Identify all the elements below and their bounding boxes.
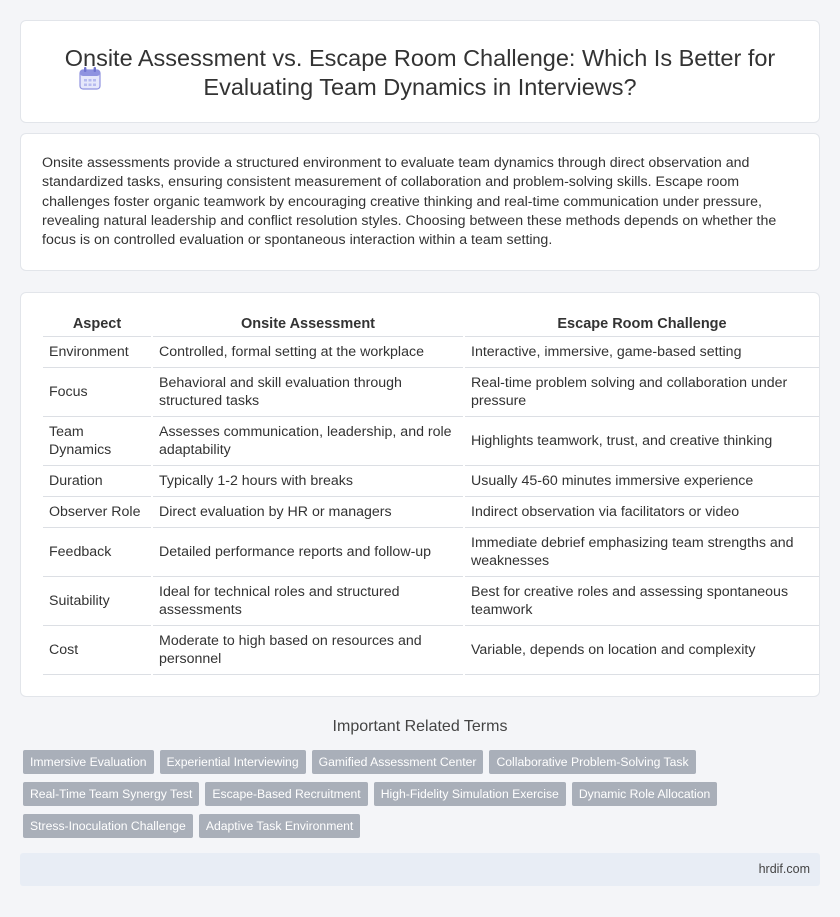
escape-room-cell: Variable, depends on location and complexity bbox=[464, 625, 819, 674]
related-term-tag[interactable]: High-Fidelity Simulation Exercise bbox=[374, 782, 566, 806]
aspect-cell: Cost bbox=[43, 625, 152, 674]
comparison-card bbox=[20, 292, 820, 697]
related-terms-heading: Important Related Terms bbox=[332, 718, 508, 735]
footer-site-link[interactable]: hrdif.com bbox=[758, 862, 810, 876]
escape-room-cell: Indirect observation via facilitators or video bbox=[464, 496, 819, 527]
onsite-cell: Direct evaluation by HR or managers bbox=[152, 496, 464, 527]
onsite-cell: Behavioral and skill evaluation through structured tasks bbox=[152, 367, 464, 416]
related-term-tag[interactable]: Experiential Interviewing bbox=[160, 750, 306, 774]
related-term-tag[interactable]: Stress-Inoculation Challenge bbox=[23, 814, 193, 838]
escape-room-cell: Interactive, immersive, game-based setting bbox=[464, 336, 819, 367]
aspect-cell: Environment bbox=[43, 336, 152, 367]
aspect-cell: Observer Role bbox=[43, 496, 152, 527]
onsite-cell: Controlled, formal setting at the workplace bbox=[152, 336, 464, 367]
onsite-cell: Assesses communication, leadership, and role adaptability bbox=[152, 416, 464, 465]
escape-room-cell: Immediate debrief emphasizing team strengths and weaknesses bbox=[464, 527, 819, 576]
footer bbox=[20, 853, 820, 886]
table-row bbox=[43, 416, 819, 465]
aspect-cell: Duration bbox=[43, 465, 152, 496]
related-term-tag[interactable]: Collaborative Problem-Solving Task bbox=[489, 750, 695, 774]
onsite-cell: Moderate to high based on resources and personnel bbox=[152, 625, 464, 674]
header-aspect: Aspect bbox=[43, 314, 152, 336]
header-escape-room: Escape Room Challenge bbox=[464, 314, 819, 336]
table-row bbox=[43, 576, 819, 625]
aspect-cell: Team Dynamics bbox=[43, 416, 152, 465]
comparison-table bbox=[43, 314, 819, 675]
table-row bbox=[43, 367, 819, 416]
related-term-tag[interactable]: Dynamic Role Allocation bbox=[572, 782, 717, 806]
tag-row bbox=[23, 814, 366, 838]
onsite-cell: Ideal for technical roles and structured assessments bbox=[152, 576, 464, 625]
table-row bbox=[43, 465, 819, 496]
tag-row bbox=[23, 750, 702, 774]
intro-paragraph: Onsite assessments provide a structured environment to evaluate team dynamics through direct observation and standardized tasks, ensuring consistent measurement of collaboration and problem-solving skills. Escape room challenges foster organic teamwork by encouraging creative thinking and real-time communication under pressure, revealing natural leadership and conflict resolution styles. Choosing between these methods depends on whether the focus is on controlled evaluation or spontaneous interaction within a team setting. bbox=[42, 155, 777, 249]
aspect-cell: Focus bbox=[43, 367, 152, 416]
table-row bbox=[43, 336, 819, 367]
aspect-cell: Feedback bbox=[43, 527, 152, 576]
page-title: Onsite Assessment vs. Escape Room Challenge: Which Is Better for Evaluating Team Dynamics in Interviews? bbox=[64, 45, 776, 100]
table-row bbox=[43, 496, 819, 527]
tag-row bbox=[23, 782, 723, 806]
related-term-tag[interactable]: Immersive Evaluation bbox=[23, 750, 154, 774]
related-term-tag[interactable]: Adaptive Task Environment bbox=[199, 814, 360, 838]
onsite-cell: Detailed performance reports and follow-up bbox=[152, 527, 464, 576]
table-header-row bbox=[43, 314, 819, 336]
aspect-cell: Suitability bbox=[43, 576, 152, 625]
related-term-tag[interactable]: Gamified Assessment Center bbox=[312, 750, 484, 774]
escape-room-cell: Best for creative roles and assessing spontaneous teamwork bbox=[464, 576, 819, 625]
related-term-tag[interactable]: Real-Time Team Synergy Test bbox=[23, 782, 199, 806]
table-row bbox=[43, 625, 819, 674]
onsite-cell: Typically 1-2 hours with breaks bbox=[152, 465, 464, 496]
intro-card bbox=[20, 133, 820, 271]
escape-room-cell: Usually 45-60 minutes immersive experience bbox=[464, 465, 819, 496]
table-row bbox=[43, 527, 819, 576]
escape-room-cell: Real-time problem solving and collaboration under pressure bbox=[464, 367, 819, 416]
header-onsite: Onsite Assessment bbox=[152, 314, 464, 336]
title-card bbox=[20, 20, 820, 123]
escape-room-cell: Highlights teamwork, trust, and creative thinking bbox=[464, 416, 819, 465]
related-term-tag[interactable]: Escape-Based Recruitment bbox=[205, 782, 367, 806]
